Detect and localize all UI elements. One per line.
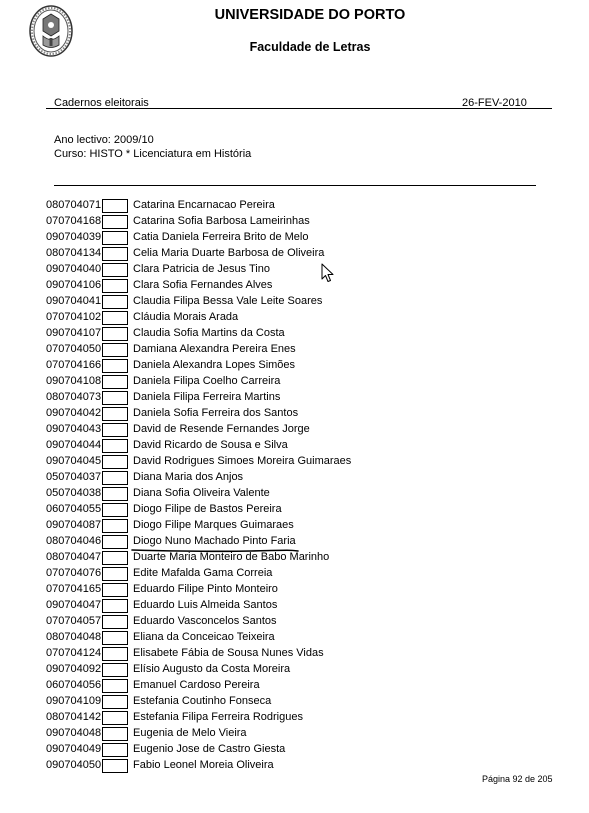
student-row	[46, 645, 566, 661]
student-name: Diogo Filipe Marques Guimaraes	[133, 519, 294, 531]
section-divider	[54, 185, 536, 186]
student-number: 080704142	[46, 711, 102, 723]
student-name: Daniela Sofia Ferreira dos Santos	[133, 407, 299, 419]
student-number: 070704102	[46, 311, 102, 323]
student-name: David Rodrigues Simoes Moreira Guimaraes	[133, 455, 352, 467]
student-row	[46, 581, 566, 597]
student-number: 090704039	[46, 231, 102, 243]
student-row	[46, 197, 566, 213]
signature-checkbox[interactable]	[102, 647, 128, 661]
student-number: 090704040	[46, 263, 102, 275]
student-row	[46, 517, 566, 533]
student-row	[46, 661, 566, 677]
student-number: 090704047	[46, 599, 102, 611]
student-name: Daniela Filipa Ferreira Martins	[133, 391, 281, 403]
signature-checkbox[interactable]	[102, 615, 128, 629]
student-name: Diana Maria dos Anjos	[133, 471, 244, 483]
student-row	[46, 725, 566, 741]
signature-checkbox[interactable]	[102, 295, 128, 309]
student-row	[46, 277, 566, 293]
student-row	[46, 533, 566, 549]
student-number: 090704048	[46, 727, 102, 739]
signature-checkbox[interactable]	[102, 551, 128, 565]
student-number: 080704047	[46, 551, 102, 563]
course-line: Curso: HISTO * Licenciatura em História	[54, 148, 252, 160]
pen-underline	[131, 547, 299, 555]
signature-checkbox[interactable]	[102, 375, 128, 389]
student-number: 090704050	[46, 759, 102, 771]
student-row	[46, 597, 566, 613]
university-name: UNIVERSIDADE DO PORTO	[214, 7, 406, 23]
student-name: Catia Daniela Ferreira Brito de Melo	[133, 231, 309, 243]
student-name: Duarte Maria Monteiro de Babo Marinho	[133, 551, 330, 563]
student-name: Claudia Filipa Bessa Vale Leite Soares	[133, 295, 323, 307]
header-divider	[46, 108, 552, 109]
student-name: Catarina Sofia Barbosa Lameirinhas	[133, 215, 310, 227]
signature-checkbox[interactable]	[102, 519, 128, 533]
student-number: 070704166	[46, 359, 102, 371]
document-title: Cadernos eleitorais	[54, 97, 149, 109]
student-name: Estefania Filipa Ferreira Rodrigues	[133, 711, 303, 723]
student-row	[46, 293, 566, 309]
student-name: Elisabete Fábia de Sousa Nunes Vidas	[133, 647, 324, 659]
student-number: 080704048	[46, 631, 102, 643]
student-row	[46, 405, 566, 421]
student-row	[46, 325, 566, 341]
student-number: 090704049	[46, 743, 102, 755]
signature-checkbox[interactable]	[102, 279, 128, 293]
student-row	[46, 693, 566, 709]
student-row	[46, 437, 566, 453]
signature-checkbox[interactable]	[102, 487, 128, 501]
signature-checkbox[interactable]	[102, 663, 128, 677]
signature-checkbox[interactable]	[102, 727, 128, 741]
signature-checkbox[interactable]	[102, 567, 128, 581]
student-number: 090704043	[46, 423, 102, 435]
mouse-cursor-icon	[321, 263, 335, 283]
document-date: 26-FEV-2010	[462, 97, 527, 109]
signature-checkbox[interactable]	[102, 503, 128, 517]
signature-checkbox[interactable]	[102, 695, 128, 709]
student-row	[46, 261, 566, 277]
signature-checkbox[interactable]	[102, 599, 128, 613]
student-number: 090704087	[46, 519, 102, 531]
academic-year: Ano lectivo: 2009/10	[54, 134, 154, 146]
student-number: 070704076	[46, 567, 102, 579]
student-name: Eduardo Filipe Pinto Monteiro	[133, 583, 278, 595]
student-row	[46, 485, 566, 501]
signature-checkbox[interactable]	[102, 631, 128, 645]
student-name: Elísio Augusto da Costa Moreira	[133, 663, 291, 675]
student-number: 080704134	[46, 247, 102, 259]
student-name: Eduardo Luis Almeida Santos	[133, 599, 278, 611]
student-row	[46, 549, 566, 565]
student-name: Fabio Leonel Moreia Oliveira	[133, 759, 274, 771]
student-row	[46, 357, 566, 373]
signature-checkbox[interactable]	[102, 679, 128, 693]
student-row	[46, 501, 566, 517]
student-name: Damiana Alexandra Pereira Enes	[133, 343, 296, 355]
student-number: 080704046	[46, 535, 102, 547]
student-name: Emanuel Cardoso Pereira	[133, 679, 260, 691]
student-number: 090704092	[46, 663, 102, 675]
student-row	[46, 389, 566, 405]
student-number: 090704108	[46, 375, 102, 387]
student-name: Estefania Coutinho Fonseca	[133, 695, 272, 707]
signature-checkbox[interactable]	[102, 471, 128, 485]
student-number: 090704042	[46, 407, 102, 419]
student-row	[46, 741, 566, 757]
signature-checkbox[interactable]	[102, 311, 128, 325]
student-number: 090704045	[46, 455, 102, 467]
student-number: 070704057	[46, 615, 102, 627]
signature-checkbox[interactable]	[102, 391, 128, 405]
student-row	[46, 421, 566, 437]
student-name: Eugenio Jose de Castro Giesta	[133, 743, 286, 755]
student-name: Diogo Filipe de Bastos Pereira	[133, 503, 282, 515]
student-name: Cláudia Morais Arada	[133, 311, 239, 323]
signature-checkbox[interactable]	[102, 535, 128, 549]
student-number: 080704073	[46, 391, 102, 403]
university-seal-icon	[29, 5, 73, 57]
student-row	[46, 629, 566, 645]
student-row	[46, 709, 566, 725]
student-name: David de Resende Fernandes Jorge	[133, 423, 310, 435]
signature-checkbox[interactable]	[102, 343, 128, 357]
student-number: 050704037	[46, 471, 102, 483]
student-number: 070704165	[46, 583, 102, 595]
student-name: Clara Sofia Fernandes Alves	[133, 279, 273, 291]
student-name: Eliana da Conceicao Teixeira	[133, 631, 275, 643]
student-row	[46, 373, 566, 389]
student-row	[46, 565, 566, 581]
signature-checkbox[interactable]	[102, 231, 128, 245]
student-number: 060704056	[46, 679, 102, 691]
signature-checkbox[interactable]	[102, 743, 128, 757]
student-row	[46, 453, 566, 469]
student-name: Clara Patricia de Jesus Tino	[133, 263, 270, 275]
student-row	[46, 213, 566, 229]
signature-checkbox[interactable]	[102, 199, 128, 213]
student-number: 070704050	[46, 343, 102, 355]
student-row	[46, 677, 566, 693]
student-name: Daniela Alexandra Lopes Simões	[133, 359, 296, 371]
student-name: Claudia Sofia Martins da Costa	[133, 327, 285, 339]
student-name: Celia Maria Duarte Barbosa de Oliveira	[133, 247, 325, 259]
signature-checkbox[interactable]	[102, 439, 128, 453]
signature-checkbox[interactable]	[102, 247, 128, 261]
student-name: Daniela Filipa Coelho Carreira	[133, 375, 281, 387]
student-number: 090704041	[46, 295, 102, 307]
student-name: Edite Mafalda Gama Correia	[133, 567, 273, 579]
signature-checkbox[interactable]	[102, 407, 128, 421]
student-row	[46, 309, 566, 325]
student-number: 090704109	[46, 695, 102, 707]
signature-checkbox[interactable]	[102, 423, 128, 437]
student-row	[46, 469, 566, 485]
signature-checkbox[interactable]	[102, 359, 128, 373]
student-name: Diogo Nuno Machado Pinto Faria	[133, 535, 296, 547]
student-row	[46, 757, 566, 773]
student-row	[46, 229, 566, 245]
student-number: 090704106	[46, 279, 102, 291]
signature-checkbox[interactable]	[102, 711, 128, 725]
student-name: David Ricardo de Sousa e Silva	[133, 439, 288, 451]
student-name: Eugenia de Melo Vieira	[133, 727, 247, 739]
page-number: Página 92 de 205	[482, 774, 553, 784]
student-number: 060704055	[46, 503, 102, 515]
student-row	[46, 341, 566, 357]
student-number: 050704038	[46, 487, 102, 499]
student-row	[46, 613, 566, 629]
student-name: Catarina Encarnacao Pereira	[133, 199, 275, 211]
faculty-name: Faculdade de Letras	[249, 40, 371, 54]
student-number: 070704168	[46, 215, 102, 227]
signature-checkbox[interactable]	[102, 583, 128, 597]
student-name: Eduardo Vasconcelos Santos	[133, 615, 277, 627]
student-list	[46, 197, 566, 773]
student-number: 090704107	[46, 327, 102, 339]
signature-checkbox[interactable]	[102, 455, 128, 469]
signature-checkbox[interactable]	[102, 759, 128, 773]
student-number: 090704044	[46, 439, 102, 451]
signature-checkbox[interactable]	[102, 327, 128, 341]
student-name: Diana Sofia Oliveira Valente	[133, 487, 270, 499]
student-number: 080704071	[46, 199, 102, 211]
student-row	[46, 245, 566, 261]
signature-checkbox[interactable]	[102, 263, 128, 277]
signature-checkbox[interactable]	[102, 215, 128, 229]
student-number: 070704124	[46, 647, 102, 659]
